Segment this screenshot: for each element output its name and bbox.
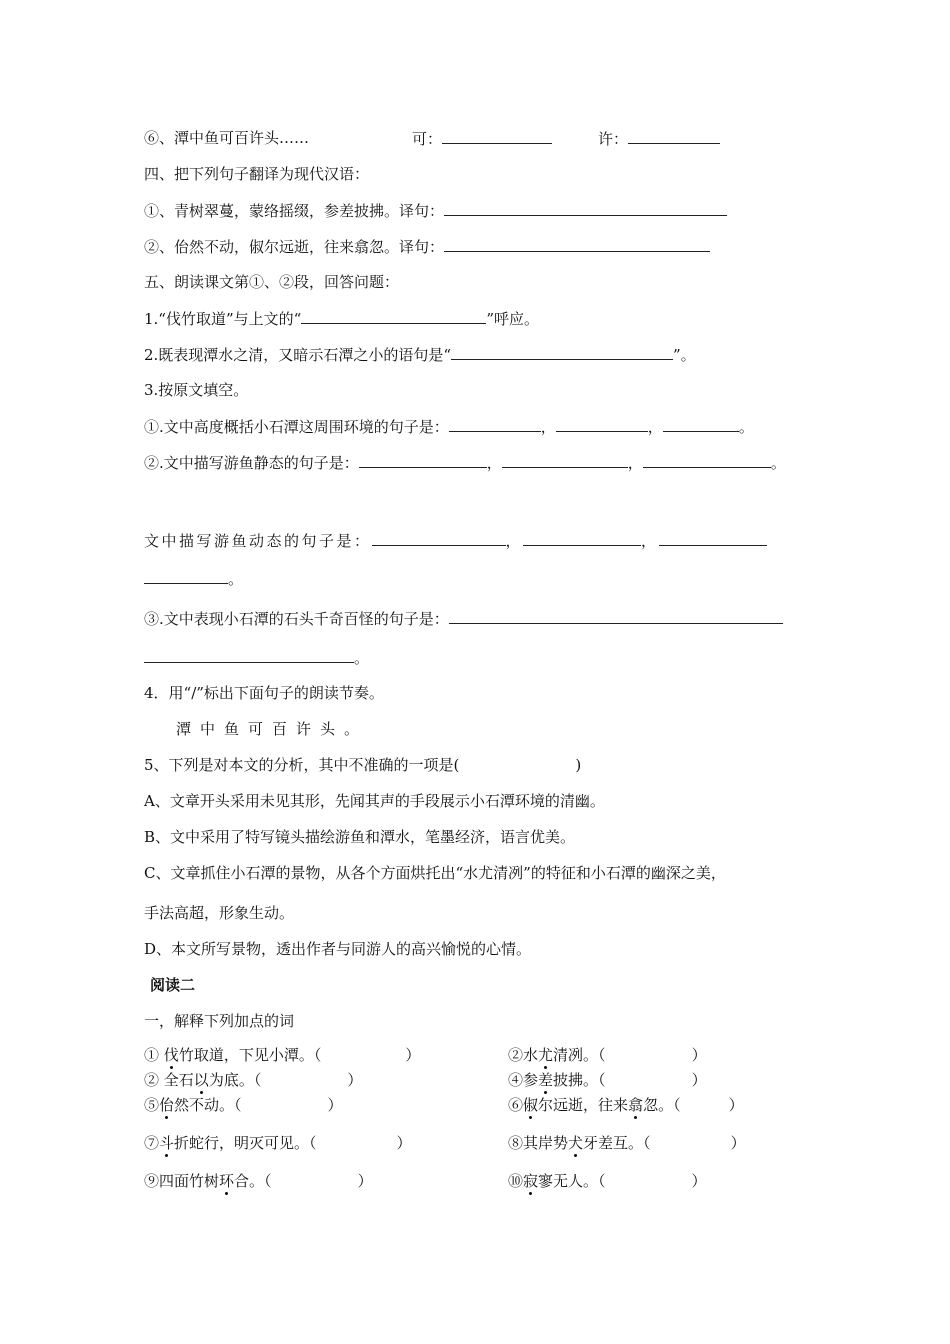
blank-q1[interactable] [301,308,486,324]
word-item-2: ②水尤清冽。（ ） [508,1046,707,1064]
word-item-4: ④参差披拂。（ ） [508,1071,707,1089]
blank-q3-dyn-d[interactable] [144,568,228,584]
question-3: 3.按原文填空。 [144,381,249,399]
blank-q2[interactable] [451,344,673,360]
translate-2: ②、佁然不动，俶尔远逝，往来翕忽。译句： [144,236,710,257]
blank-translate-2[interactable] [444,236,710,252]
blank-q3-1c[interactable] [663,416,739,432]
question-1: 1.“伐竹取道”与上文的“ ”呼应。 [144,310,539,328]
dotted-word: 翕 [628,1096,644,1114]
word-item-7: ⑦斗折蛇行，明灭可见。（ ） [144,1134,412,1152]
question-3-2: ②.文中描写游鱼静态的句子是： ， ， 。 [144,454,786,472]
dotted-word: 犬 [568,1134,584,1152]
question-3-1: ①.文中高度概括小石潭这周围环境的句子是： ， ， 。 [144,418,754,436]
question-3-3: ③.文中表现小石潭的石头千奇百怪的句子是： [144,608,783,629]
word-item-10: ⑩寂寥无人。（ ） [508,1172,707,1190]
vocab-item-6: ⑥、潭中鱼可百许头…… [144,129,310,147]
word-item-8: ⑧其岸势犬牙差互。（ ） [508,1134,746,1152]
question-2: 2.既表现潭水之清，又暗示石潭之小的语句是“ ”。 [144,346,696,364]
part-one-title: 一，解释下列加点的词 [144,1012,295,1030]
blank-xu[interactable] [628,128,720,144]
blank-ke[interactable] [442,128,552,144]
option-b: B、文中采用了特写镜头描绘游鱼和潭水，笔墨经济，语言优美。 [144,828,576,846]
blank-q3-2c[interactable] [643,452,771,468]
dotted-word: 俶 [523,1096,539,1114]
word-item-1: ① 伐竹取道，下见小潭。（ ） [144,1046,421,1064]
word-item-5: ⑤佁然不动。（ ） [144,1096,343,1114]
dotted-word: 以 [193,1071,209,1089]
translate-1: ①、青树翠蔓，蒙络摇缀，参差披拂。译句： [144,200,727,221]
dotted-word: 寂 [523,1172,539,1190]
word-item-3: ② 全石以为底。（ ） [144,1071,363,1089]
option-c: C、文章抓住小石潭的景物，从各个方面烘托出“水尤清冽”的特征和小石潭的幽深之美， [144,864,726,882]
blank-q3-dyn-a[interactable] [372,530,506,546]
section-four-title: 四、把下列句子翻译为现代汉语： [144,165,370,183]
word-item-9: ⑨四面竹树环合。（ ） [144,1172,373,1190]
dotted-word: 尤 [538,1046,554,1064]
section-five-title: 五、朗读课文第①、②段，回答问题： [144,273,400,291]
question-3-dynamic: 文中描写游鱼动态的句子是： ， ， [144,530,767,551]
dotted-word: 环 [219,1172,235,1190]
option-c-cont: 手法高超，形象生动。 [144,904,295,922]
reading-two-heading: 阅读二 [150,976,196,994]
blank-translate-1[interactable] [444,200,727,216]
question-4: 4．用“/”标出下面句子的朗读节奏。 [144,684,384,702]
dotted-word: 伐 [163,1046,179,1064]
blank-q3-dyn-b[interactable] [523,530,641,546]
blank-q3-dyn-c[interactable] [659,530,767,546]
dotted-word: 斗 [159,1134,175,1152]
blank-q3-2b[interactable] [502,452,628,468]
vocab-ke: 可： [412,128,552,149]
blank-q3-2a[interactable] [359,452,487,468]
blank-q3-1a[interactable] [449,416,541,432]
blank-q3-1b[interactable] [556,416,648,432]
question-5: 5、下列是对本文的分析，其中不准确的一项是( ) [144,756,582,774]
question-3-dynamic-cont: 。 [144,568,243,589]
question-3-3-cont: 。 [144,647,369,668]
vocab-xu: 许： [598,128,720,149]
dotted-word: 佁 [159,1096,175,1114]
word-item-6: ⑥俶尔远逝，往来翕忽。（ ） [508,1096,744,1114]
blank-q3-3b[interactable] [144,647,354,663]
option-d: D、本文所写景物，透出作者与同游人的高兴愉悦的心情。 [144,940,532,958]
question-4-sentence[interactable]: 潭中鱼可百许头。 [176,720,369,738]
dotted-word: 差 [538,1071,554,1089]
option-a: A、文章开头采用未见其形，先闻其声的手段展示小石潭环境的清幽。 [144,792,605,810]
blank-q3-3a[interactable] [449,608,783,624]
